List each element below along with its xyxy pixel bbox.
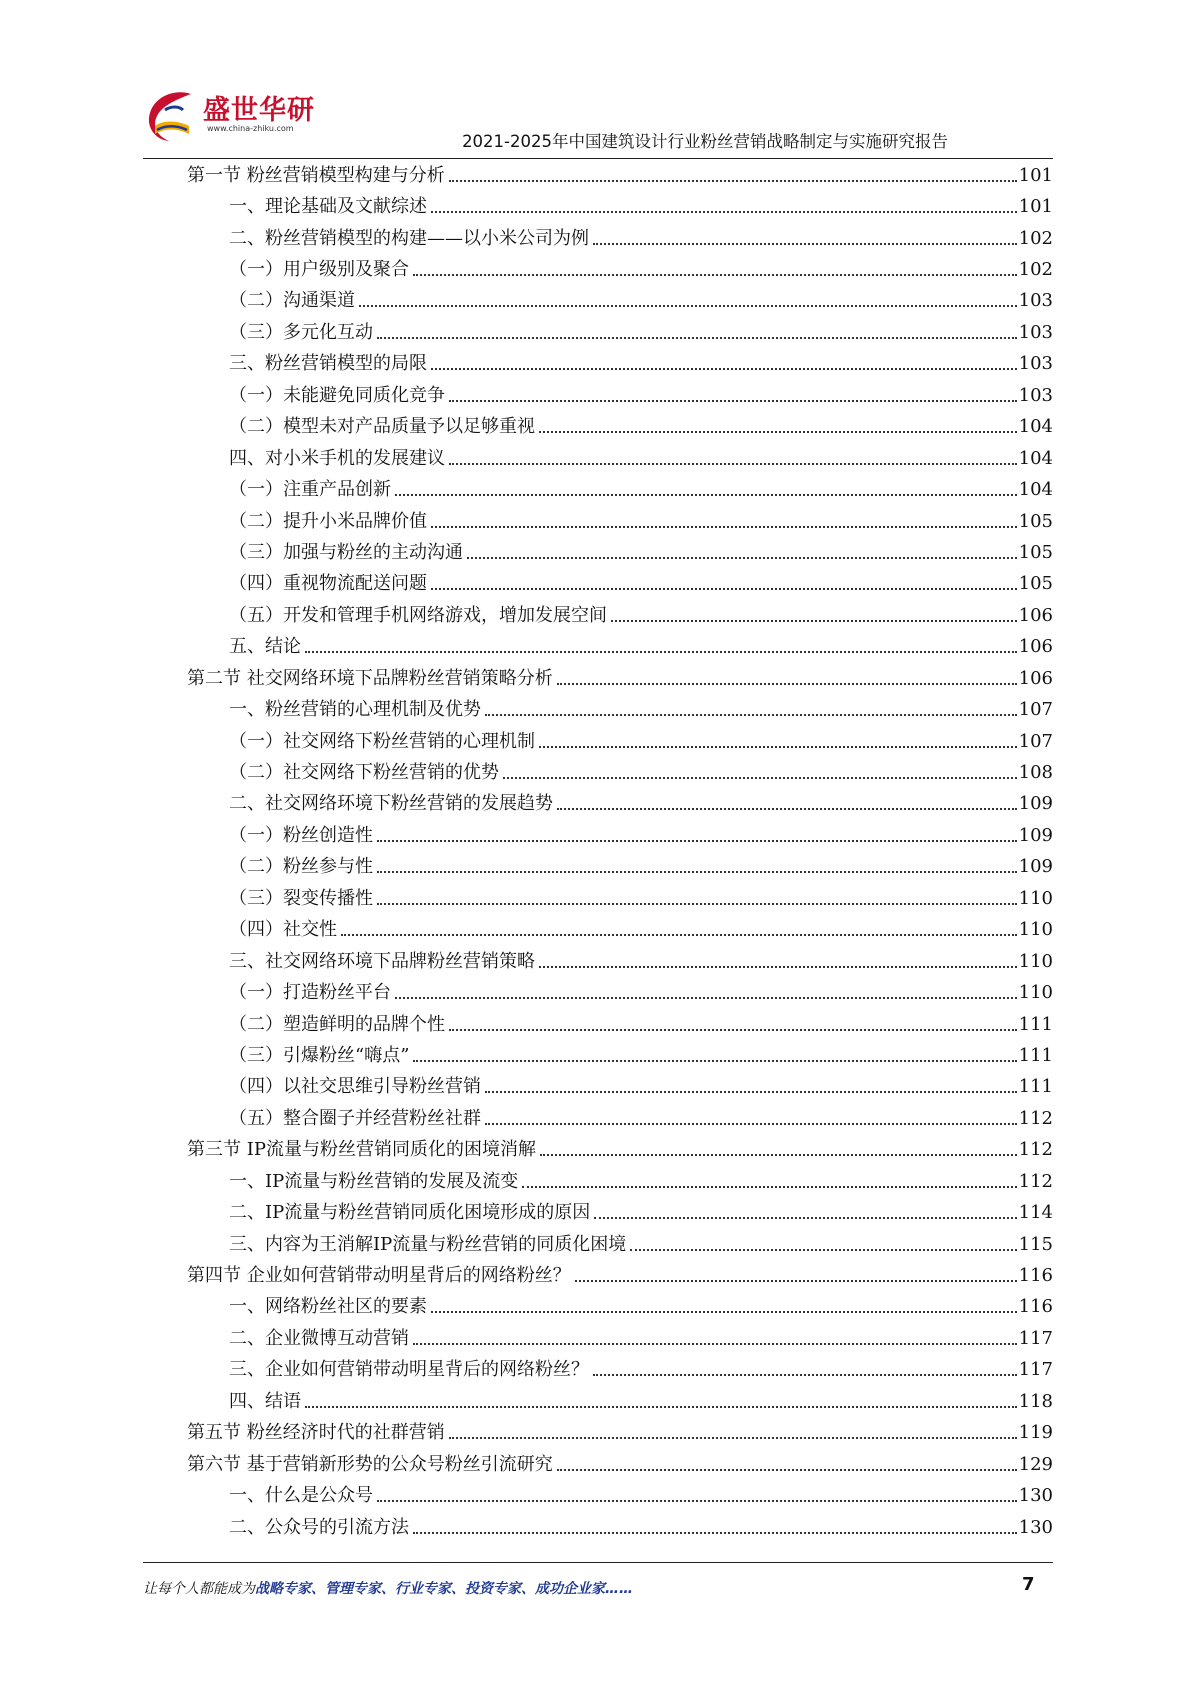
toc-dot-leader [540,1141,1017,1159]
toc-dot-leader [341,921,1017,939]
toc-entry-page: 129 [1018,1453,1053,1475]
toc-dot-leader [413,1519,1017,1537]
toc-entry[interactable] [187,286,1053,317]
toc-entry-label: （一）注重产品创新 [229,479,391,501]
toc-entry-label: 一、什么是公众号 [229,1485,373,1507]
toc-dot-leader [593,230,1017,248]
toc-entry-page: 107 [1018,730,1053,752]
logo-url: www.china-zhiku.com [207,124,294,133]
toc-entry-page: 111 [1018,1013,1053,1035]
toc-dot-leader [395,481,1017,499]
page-number: 7 [1022,1574,1035,1595]
toc-dot-leader [485,701,1017,719]
toc-entry-page: 109 [1018,824,1053,846]
toc-entry-label: 第二节 社交网络环境下品牌粉丝营销策略分析 [187,667,553,689]
toc-entry-label: 一、网络粉丝社区的要素 [229,1296,427,1318]
toc-entry-page: 130 [1018,1516,1053,1538]
toc-entry-label: 一、粉丝营销的心理机制及优势 [229,699,481,721]
toc-entry-page: 105 [1018,541,1053,563]
toc-entry-label: 五、结论 [229,636,301,658]
toc-entry-label: （二）提升小米品牌价值 [229,510,427,532]
toc-entry[interactable] [187,789,1053,820]
toc-dot-leader [413,1330,1017,1348]
toc-dot-leader [449,1016,1017,1034]
toc-entry-label: （一）用户级别及聚合 [229,259,409,281]
toc-dot-leader [539,953,1017,971]
footer-slogan-lead: 让每个人都能成为 [143,1581,255,1597]
toc-dot-leader [557,795,1017,813]
toc-entry-label: 一、IP流量与粉丝营销的发展及流变 [229,1170,519,1192]
toc-dot-leader [539,733,1017,751]
toc-entry[interactable] [187,915,1053,946]
toc-entry[interactable] [187,632,1053,663]
toc-entry-label: （五）整合圈子并经营粉丝社群 [229,1107,481,1129]
toc-entry-label: 三、社交网络环境下品牌粉丝营销策略 [229,950,535,972]
toc-entry[interactable] [187,883,1053,914]
toc-dot-leader [431,1298,1017,1316]
toc-entry-label: 三、内容为王消解IP流量与粉丝营销的同质化困境 [229,1233,627,1255]
toc-entry[interactable] [187,1355,1053,1386]
report-title: 2021-2025年中国建筑设计行业粉丝营销战略制定与实施研究报告 [462,132,948,151]
toc-entry-label: （三）多元化互动 [229,321,373,343]
toc-entry-page: 104 [1018,479,1053,501]
toc-entry-label: 二、企业微博互动营销 [229,1327,409,1349]
toc-entry-page: 103 [1018,321,1053,343]
toc-entry-label: 四、结语 [229,1390,301,1412]
toc-entry-page: 109 [1018,856,1053,878]
toc-entry[interactable] [187,1386,1053,1417]
toc-entry-label: 三、粉丝营销模型的局限 [229,353,427,375]
toc-entry[interactable] [187,1260,1053,1291]
toc-entry-page: 109 [1018,793,1053,815]
toc-entry[interactable] [187,380,1053,411]
toc-entry-page: 106 [1018,604,1053,626]
toc-dot-leader [395,984,1017,1002]
toc-entry-page: 130 [1018,1485,1053,1507]
toc-dot-leader [431,513,1017,531]
toc-entry[interactable] [187,1072,1053,1103]
header-divider [143,158,1053,159]
toc-entry-label: 第三节 IP流量与粉丝营销同质化的困境消解 [187,1139,536,1161]
toc-entry[interactable] [187,191,1053,222]
toc-entry-page: 116 [1018,1296,1053,1318]
toc-dot-leader [413,261,1017,279]
toc-entry[interactable] [187,1197,1053,1228]
toc-entry-page: 118 [1018,1390,1053,1412]
logo-wordmark: 盛世华研 [203,95,315,126]
toc-entry[interactable] [187,474,1053,505]
toc-entry-page: 105 [1018,573,1053,595]
toc-dot-leader [449,387,1017,405]
toc-entry-label: 一、理论基础及文献综述 [229,196,427,218]
toc-entry[interactable] [187,977,1053,1008]
toc-entry-page: 117 [1018,1359,1053,1381]
toc-entry-page: 106 [1018,667,1053,689]
toc-entry[interactable] [187,1512,1053,1543]
toc-entry[interactable] [187,663,1053,694]
toc-entry-page: 116 [1018,1265,1053,1287]
toc-entry[interactable] [187,160,1053,191]
footer-slogan [143,1578,633,1598]
toc-dot-leader [377,827,1017,845]
toc-entry-page: 103 [1018,290,1053,312]
toc-entry-page: 117 [1018,1327,1053,1349]
toc-entry[interactable] [187,223,1053,254]
toc-entry-label: （二）粉丝参与性 [229,856,373,878]
toc-entry-page: 110 [1018,919,1053,941]
toc-entry-label: （四）以社交思维引导粉丝营销 [229,1076,481,1098]
toc-entry-label: 二、社交网络环境下粉丝营销的发展趋势 [229,793,553,815]
toc-entry-label: （二）模型未对产品质量予以足够重视 [229,416,535,438]
toc-entry[interactable] [187,694,1053,725]
toc-dot-leader [503,764,1017,782]
toc-entry-label: 四、对小米手机的发展建议 [229,447,445,469]
toc-dot-leader [575,1267,1017,1285]
toc-entry-label: （五）开发和管理手机网络游戏，增加发展空间 [229,604,607,626]
toc-entry-page: 112 [1018,1170,1053,1192]
toc-dot-leader [485,1078,1017,1096]
toc-entry-page: 111 [1018,1076,1053,1098]
logo-emblem-icon [143,86,203,146]
toc-entry-label: 二、粉丝营销模型的构建——以小米公司为例 [229,227,589,249]
toc-dot-leader [377,890,1017,908]
toc-dot-leader [431,198,1017,216]
toc-entry[interactable] [187,1292,1053,1323]
toc-entry-label: 第四节 企业如何营销带动明星背后的网络粉丝？ [187,1265,571,1287]
toc-dot-leader [359,292,1017,310]
toc-entry-page: 108 [1018,762,1053,784]
toc-entry-page: 102 [1018,259,1053,281]
toc-entry-label: 二、公众号的引流方法 [229,1516,409,1538]
toc-dot-leader [377,858,1017,876]
toc-entry-page: 110 [1018,950,1053,972]
toc-entry[interactable] [187,1323,1053,1354]
toc-entry-page: 102 [1018,227,1053,249]
toc-dot-leader [431,575,1017,593]
toc-entry-label: （三）裂变传播性 [229,887,373,909]
toc-entry[interactable] [187,443,1053,474]
toc-entry-label: 第五节 粉丝经济时代的社群营销 [187,1422,445,1444]
toc-entry-page: 103 [1018,353,1053,375]
toc-entry-page: 115 [1018,1233,1053,1255]
toc-entry[interactable] [187,1166,1053,1197]
toc-entry-label: （二）塑造鲜明的品牌个性 [229,1013,445,1035]
toc-entry-page: 112 [1018,1139,1053,1161]
toc-dot-leader [594,1204,1016,1222]
toc-entry-page: 101 [1018,196,1053,218]
toc-entry[interactable] [187,1135,1053,1166]
toc-entry[interactable] [187,1229,1053,1260]
toc-entry-page: 110 [1018,887,1053,909]
toc-entry-page: 111 [1018,1044,1053,1066]
toc-entry[interactable] [187,1449,1053,1480]
toc-entry[interactable] [187,1103,1053,1134]
toc-dot-leader [377,1487,1017,1505]
toc-entry-label: 第六节 基于营销新形势的公众号粉丝引流研究 [187,1453,553,1475]
toc-entry-label: （一）未能避免同质化竞争 [229,384,445,406]
toc-entry[interactable] [187,569,1053,600]
toc-entry[interactable] [187,537,1053,568]
toc-dot-leader [449,167,1017,185]
toc-entry-label: （四）重视物流配送问题 [229,573,427,595]
toc-entry-label: 三、企业如何营销带动明星背后的网络粉丝？ [229,1359,589,1381]
toc-entry-page: 104 [1018,416,1053,438]
toc-entry-label: （三）加强与粉丝的主动沟通 [229,541,463,563]
toc-entry-label: 第一节 粉丝营销模型构建与分析 [187,164,445,186]
toc-dot-leader [557,1456,1017,1474]
toc-entry-page: 101 [1018,164,1053,186]
footer-divider [143,1562,1053,1563]
toc-entry-page: 112 [1018,1107,1053,1129]
toc-entry[interactable] [187,1009,1053,1040]
toc-dot-leader [611,607,1017,625]
toc-entry-label: （二）社交网络下粉丝营销的优势 [229,762,499,784]
toc-entry[interactable] [187,726,1053,757]
toc-entry-page: 103 [1018,384,1053,406]
toc-dot-leader [630,1236,1016,1254]
toc-entry[interactable] [187,317,1053,348]
toc-entry-page: 119 [1018,1422,1053,1444]
toc-entry-page: 105 [1018,510,1053,532]
toc-dot-leader [467,544,1017,562]
toc-entry-page: 104 [1018,447,1053,469]
toc-dot-leader [449,1424,1017,1442]
toc-dot-leader [413,1047,1016,1065]
toc-dot-leader [305,1393,1017,1411]
toc-entry[interactable] [187,412,1053,443]
toc-entry-page: 106 [1018,636,1053,658]
toc-entry[interactable] [187,506,1053,537]
toc-entry[interactable] [187,820,1053,851]
toc-entry[interactable] [187,349,1053,380]
toc-dot-leader [485,1110,1017,1128]
toc-entry-page: 110 [1018,982,1053,1004]
toc-entry[interactable] [187,1418,1053,1449]
toc-dot-leader [593,1361,1017,1379]
toc-dot-leader [449,450,1017,468]
company-logo [143,86,313,146]
toc-entry-label: （二）沟通渠道 [229,290,355,312]
toc-entry-page: 114 [1018,1202,1053,1224]
toc-entry-label: （三）引爆粉丝“嗨点” [229,1044,410,1066]
toc-dot-leader [557,670,1017,688]
toc-entry[interactable] [187,1040,1053,1071]
toc-entry-label: （一）粉丝创造性 [229,824,373,846]
toc-dot-leader [522,1173,1016,1191]
toc-entry-page: 107 [1018,699,1053,721]
toc-dot-leader [305,638,1017,656]
toc-dot-leader [539,418,1017,436]
toc-entry[interactable] [187,254,1053,285]
toc-entry-label: 二、IP流量与粉丝营销同质化困境形成的原因 [229,1202,591,1224]
toc-entry[interactable] [187,1480,1053,1511]
toc-entry[interactable] [187,600,1053,631]
toc-entry-label: （一）社交网络下粉丝营销的心理机制 [229,730,535,752]
toc-dot-leader [431,355,1017,373]
toc-entry[interactable] [187,852,1053,883]
toc-entry-label: （四）社交性 [229,919,337,941]
toc-dot-leader [377,324,1017,342]
toc-entry[interactable] [187,757,1053,788]
toc-entry-label: （一）打造粉丝平台 [229,982,391,1004]
table-of-contents [187,160,1053,1543]
footer-slogan-accent: 战略专家、管理专家、行业专家、投资专家、成功企业家…… [255,1581,633,1597]
toc-entry[interactable] [187,946,1053,977]
